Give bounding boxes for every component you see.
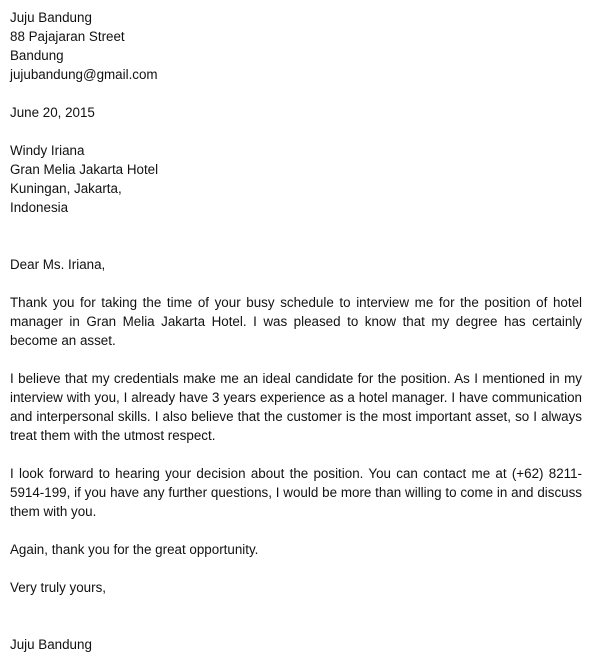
recipient-name: Windy Iriana: [10, 143, 85, 158]
sender-name: Juju Bandung: [10, 10, 92, 25]
thank-you-letter: [10, 8, 582, 654]
recipient-address-block: [10, 141, 582, 217]
recipient-country: Indonesia: [10, 200, 69, 215]
sender-street: 88 Pajajaran Street: [10, 29, 125, 44]
body-paragraph-3: I look forward to hearing your decision about the position. You can contact me at (+62) 8211-5914-199, if you have any further questions, I would be more than willing to come in and discuss them with you.: [10, 466, 582, 519]
closing: Very truly yours,: [10, 580, 106, 595]
salutation: Dear Ms. Iriana,: [10, 257, 106, 272]
letter-date: June 20, 2015: [10, 105, 95, 120]
sender-email: jujubandung@gmail.com: [10, 67, 158, 82]
signature-name: Juju Bandung: [10, 637, 92, 652]
recipient-city: Kuningan, Jakarta,: [10, 181, 122, 196]
recipient-company: Gran Melia Jakarta Hotel: [10, 162, 159, 177]
body-paragraph-4: Again, thank you for the great opportunity.: [10, 542, 259, 557]
body-paragraph-2: I believe that my credentials make me an ideal candidate for the position. As I mentioned in my interview with you, I already have 3 years experience as a hotel manager. I have communication and interpersonal skills. I also believe that the customer is the most important asset, so I always treat them with the utmost respect.: [10, 371, 582, 443]
sender-address-block: [10, 8, 582, 84]
body-paragraph-1: Thank you for taking the time of your busy schedule to interview me for the position of hotel manager in Gran Melia Jakarta Hotel. I was pleased to know that my degree has certainly become an asset.: [10, 295, 582, 348]
sender-city: Bandung: [10, 48, 64, 63]
